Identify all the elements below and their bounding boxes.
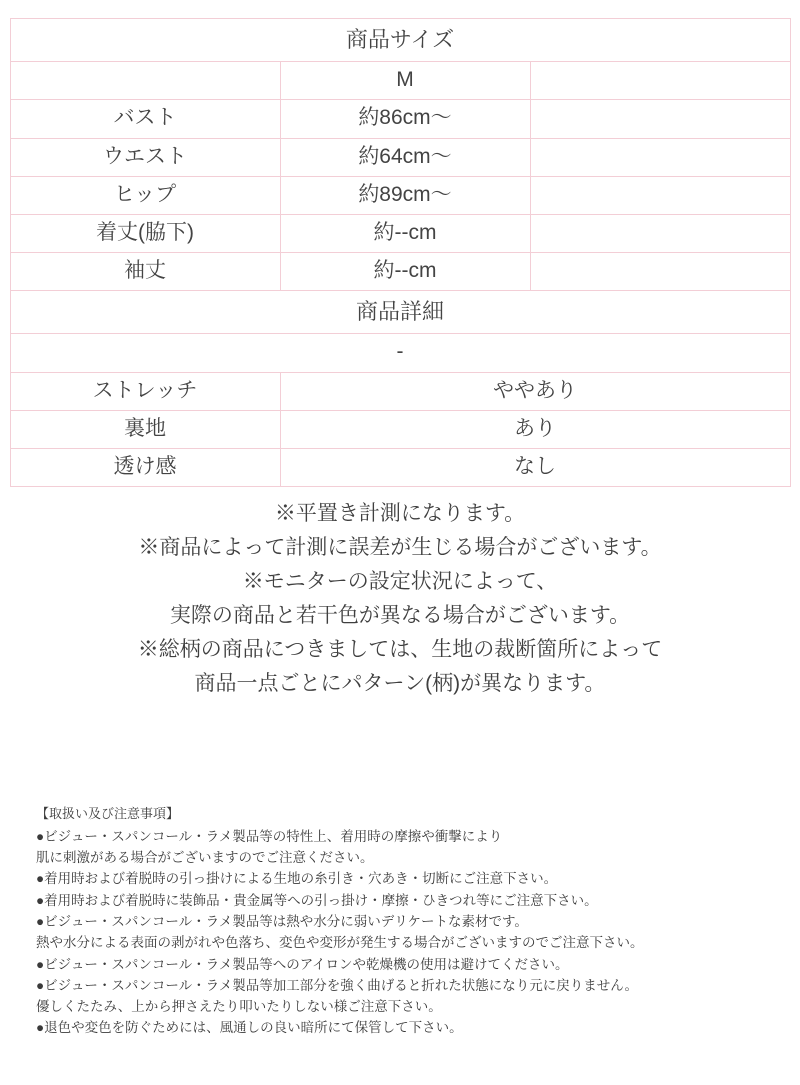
care-line-7: ●ビジュー・スパンコール・ラメ製品等へのアイロンや乾燥機の使用は避けてください。 <box>36 956 569 972</box>
care-line-4: ●着用時および着脱時に装飾品・貴金属等への引っ掛け・摩擦・ひきつれ等にご注意下さい。 <box>36 892 598 908</box>
note-line-2: ※商品によって計測に誤差が生じる場合がございます。 <box>138 536 662 560</box>
detail-table-value: - <box>10 334 790 372</box>
table-row <box>10 448 790 486</box>
care-title: 【取扱い及び注意事項】 <box>36 806 180 821</box>
size-table-title: 商品サイズ <box>10 19 790 62</box>
product-size-table <box>10 18 791 487</box>
measure-value-length: 約--cm <box>280 214 530 252</box>
detail-label-sheerness: 透け感 <box>10 448 280 486</box>
measure-label-sleeve: 袖丈 <box>10 253 280 291</box>
measure-spacer-sleeve <box>530 253 790 291</box>
table-row-size-title <box>10 19 790 62</box>
care-line-6: 熱や水分による表面の剥がれや色落ち、変色や変形が発生する場合がございますのでご注意下さい。 <box>36 935 644 951</box>
measure-value-hip: 約89cm〜 <box>280 176 530 214</box>
care-line-5: ●ビジュー・スパンコール・ラメ製品等は熱や水分に弱いデリケートな素材です。 <box>36 913 528 929</box>
measure-spacer-bust <box>530 100 790 138</box>
detail-label-lining: 裏地 <box>10 410 280 448</box>
measure-value-bust: 約86cm〜 <box>280 100 530 138</box>
measure-label-hip: ヒップ <box>10 176 280 214</box>
note-line-1: ※平置き計測になります。 <box>274 502 526 525</box>
detail-table-title: 商品詳細 <box>10 291 790 334</box>
measure-spacer-waist <box>530 138 790 176</box>
table-row <box>10 176 790 214</box>
note-line-5: ※総柄の商品につきましては、生地の裁断箇所によって <box>137 638 663 662</box>
product-spec-page <box>0 18 800 1085</box>
table-row <box>10 372 790 410</box>
table-row <box>10 100 790 138</box>
table-row-detail-value <box>10 334 790 372</box>
measurement-notes <box>0 497 800 701</box>
care-line-2: 肌に刺激がある場合がございますのでご注意ください。 <box>36 849 374 865</box>
table-row <box>10 253 790 291</box>
note-line-6: 商品一点ごとにパターン(柄)が異なります。 <box>194 672 606 696</box>
detail-value-stretch: ややあり <box>280 372 790 410</box>
table-row-detail-title <box>10 291 790 334</box>
care-line-3: ●着用時および着脱時の引っ掛けによる生地の糸引き・穴あき・切断にご注意下さい。 <box>36 871 558 887</box>
measure-label-bust: バスト <box>10 100 280 138</box>
detail-label-stretch: ストレッチ <box>10 372 280 410</box>
table-row <box>10 410 790 448</box>
measure-value-sleeve: 約--cm <box>280 253 530 291</box>
care-line-1: ●ビジュー・スパンコール・ラメ製品等の特性上、着用時の摩擦や衝撃により <box>36 828 503 844</box>
detail-value-lining: あり <box>280 410 790 448</box>
size-header-blank <box>10 62 280 100</box>
detail-value-sheerness: なし <box>280 448 790 486</box>
table-row <box>10 138 790 176</box>
size-header-spacer <box>530 62 790 100</box>
care-line-9: 優しくたたみ、上から押さえたり叩いたりしない様ご注意下さい。 <box>36 999 442 1015</box>
care-instructions <box>36 804 766 1039</box>
measure-spacer-hip <box>530 176 790 214</box>
table-row-size-header <box>10 62 790 100</box>
measure-label-length: 着丈(脇下) <box>10 214 280 252</box>
table-row <box>10 214 790 252</box>
care-line-8: ●ビジュー・スパンコール・ラメ製品等加工部分を強く曲げると折れた状態になり元に戻りません。 <box>36 977 639 993</box>
care-line-10: ●退色や変色を防ぐためには、風通しの良い暗所にて保管して下さい。 <box>36 1020 463 1036</box>
size-header-value: M <box>280 62 530 100</box>
measure-spacer-length <box>530 214 790 252</box>
measure-value-waist: 約64cm〜 <box>280 138 530 176</box>
note-line-4: 実際の商品と若干色が異なる場合がございます。 <box>169 604 631 628</box>
note-line-3: ※モニターの設定状況によって、 <box>242 570 558 594</box>
measure-label-waist: ウエスト <box>10 138 280 176</box>
